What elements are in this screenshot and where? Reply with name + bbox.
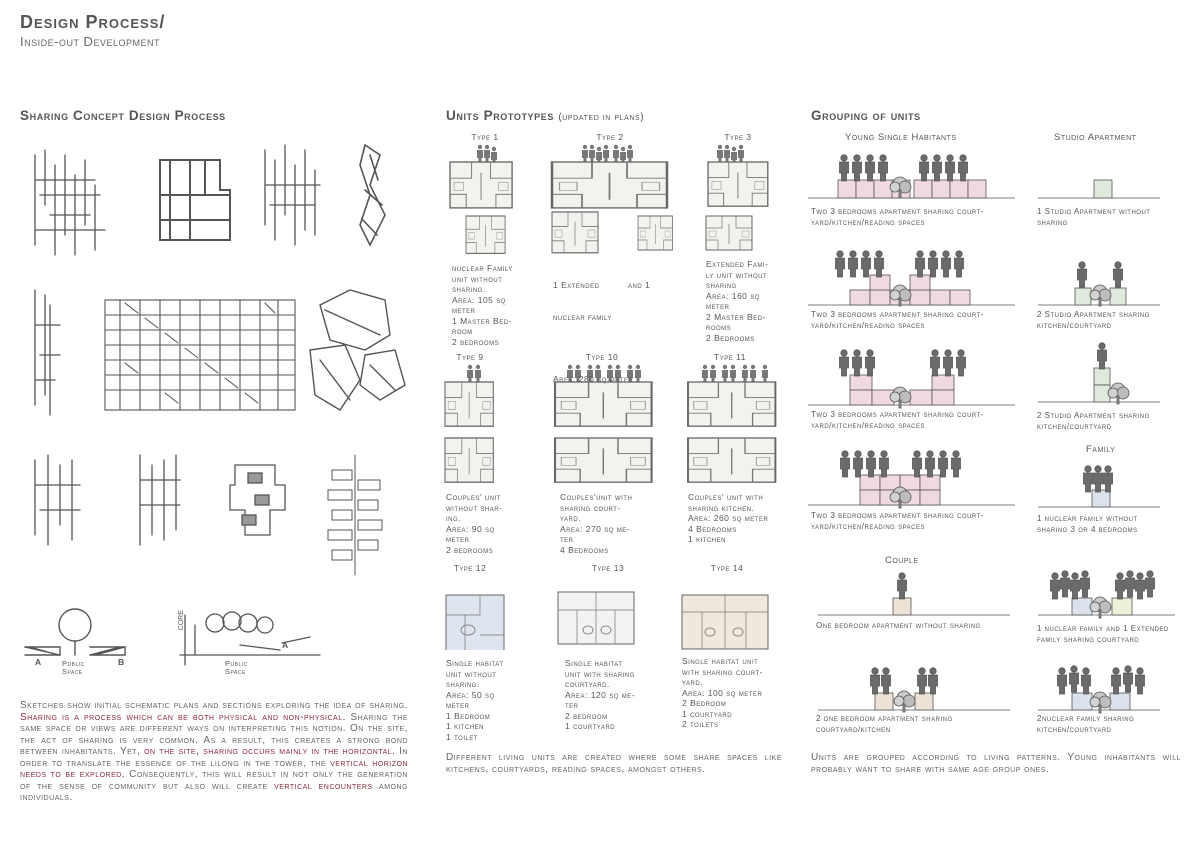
desc-line: nuclear Family bbox=[452, 263, 513, 273]
desc-line: sharing kitchen. bbox=[688, 502, 755, 513]
grouping-family-3 bbox=[1038, 666, 1160, 713]
type-13-description bbox=[565, 658, 665, 732]
caption-line: 2 one bedroom apartment sharing bbox=[816, 714, 953, 723]
young-singles-title: Young Single Habitants bbox=[845, 132, 957, 143]
type-2-plan bbox=[552, 162, 667, 208]
desc-line: sharing. bbox=[452, 284, 486, 294]
grouping-family-2 bbox=[1038, 571, 1175, 618]
paragraph-part: Consequently, this will result in not only the generation of the sense of community but also will create bbox=[20, 769, 408, 792]
grouping-young-3-caption bbox=[811, 410, 1021, 431]
desc-line: ter bbox=[560, 534, 574, 544]
desc-line: 2 bedroom bbox=[565, 710, 608, 721]
caption-line: 1 nuclear family without bbox=[1037, 514, 1138, 523]
desc-line: 2 Bedrooms bbox=[706, 332, 755, 343]
caption-line: yard/kitchen/reading spaces bbox=[811, 420, 925, 430]
caption-line: 2 Studio Apartment sharing bbox=[1037, 411, 1150, 420]
caption-line: Two 3 bedrooms apartment sharing court- bbox=[811, 410, 984, 419]
desc-line: unit without bbox=[446, 668, 497, 679]
section-sketch-public-space-1 bbox=[25, 609, 125, 655]
sketch-plan-2 bbox=[160, 160, 230, 240]
desc-line: ter bbox=[565, 700, 579, 710]
desc-line: rooms bbox=[706, 322, 732, 332]
caption-line: yard/kitchen/reading spaces bbox=[811, 521, 925, 531]
type-11-residents bbox=[702, 365, 768, 384]
sketch-plan-3 bbox=[265, 145, 320, 245]
grouping-couple-2 bbox=[818, 668, 1010, 712]
units-heading-note: (updated in plans) bbox=[558, 112, 645, 123]
units-heading bbox=[446, 108, 644, 123]
desc-line: Area: 160 sq bbox=[706, 290, 760, 301]
desc-line: Couples'unit with bbox=[560, 492, 633, 502]
desc-line: Single habitat bbox=[565, 658, 623, 668]
type-9-plan-upper bbox=[445, 382, 493, 426]
grouping-young-1 bbox=[808, 155, 1015, 198]
type-10-description bbox=[560, 492, 660, 555]
section-label-b: B bbox=[118, 657, 125, 667]
type-12-description bbox=[446, 658, 536, 742]
desc-line: Area: 280 sq meter bbox=[553, 374, 634, 384]
desc-line: Single habitat bbox=[446, 658, 504, 668]
grouping-couple-2-caption bbox=[816, 714, 1026, 735]
desc-line: 1 Bedroom bbox=[446, 710, 491, 721]
desc-line: 2 bedrooms bbox=[452, 336, 500, 347]
sketch-tower-11 bbox=[328, 455, 382, 575]
grouping-young-2 bbox=[808, 251, 1015, 306]
type-2-plan-lower-b bbox=[638, 216, 673, 250]
desc-line: with sharing court- bbox=[682, 666, 763, 677]
section-label-a-2: A bbox=[282, 640, 289, 650]
desc-line: 1 Extended and 1 bbox=[553, 280, 651, 290]
desc-line: meter bbox=[706, 301, 730, 311]
page-title: Design Process/ bbox=[20, 12, 166, 32]
studio-apartment-title: Studio Apartment bbox=[1054, 132, 1137, 143]
desc-line: 2 Master Bed- bbox=[706, 311, 766, 322]
family-title: Family bbox=[1086, 444, 1116, 455]
section-label-a-1: A bbox=[35, 657, 42, 667]
desc-line: Area: 260 sq meter bbox=[688, 513, 769, 523]
desc-line: Area: 270 sq me- bbox=[560, 523, 631, 534]
couple-title: Couple bbox=[885, 555, 919, 566]
desc-line: 2 Bedroom bbox=[682, 698, 727, 708]
type-2-plan-lower-a bbox=[552, 212, 598, 253]
desc-line: courtyard. bbox=[565, 679, 610, 689]
desc-line: 4 Bedrooms bbox=[688, 523, 737, 534]
desc-line: Area: 50 sq bbox=[446, 689, 495, 700]
grouping-caption: Units are grouped according to living patterns. Young inhabitants will probably want to share with same age group ones. bbox=[811, 752, 1181, 775]
grouping-studio-3-caption bbox=[1037, 411, 1187, 432]
sketch-plan-9 bbox=[140, 455, 180, 545]
desc-line: 1 courtyard bbox=[565, 721, 616, 731]
desc-line: 1 courtyard bbox=[682, 708, 733, 719]
desc-line: sharing bbox=[706, 280, 737, 290]
caption-line: yard/kitchen/reading spaces bbox=[811, 217, 925, 227]
type-10-label: Type 10 bbox=[585, 352, 619, 362]
sketch-block-grid-6 bbox=[105, 300, 295, 410]
type-11-plan-lower bbox=[688, 438, 775, 482]
grouping-family-2-caption bbox=[1037, 624, 1195, 645]
sketch-plan-8 bbox=[35, 455, 80, 545]
desc-line: ly unit without bbox=[706, 269, 768, 280]
desc-line: sharing court- bbox=[560, 502, 621, 513]
grouping-studio-2-caption bbox=[1037, 310, 1187, 331]
grouping-young-4-caption bbox=[811, 511, 1021, 532]
unit-plans-drawing bbox=[440, 140, 790, 650]
type-2-label: Type 2 bbox=[596, 132, 624, 142]
type-13-plan bbox=[558, 592, 634, 644]
sketch-plan-1 bbox=[35, 150, 105, 255]
type-11-description bbox=[688, 492, 788, 545]
paragraph-highlight: Sharing is a process which can be both physical and non-physical. bbox=[20, 711, 346, 723]
desc-line: Area: 105 sq bbox=[452, 294, 506, 305]
sharing-paragraph bbox=[20, 700, 408, 804]
desc-line: nuclear family bbox=[553, 311, 612, 322]
desc-line: 4 Bedrooms bbox=[560, 544, 609, 555]
desc-line: unit with sharing bbox=[565, 668, 635, 679]
type-1-plan bbox=[450, 162, 512, 208]
paragraph-highlight: vertical encounters bbox=[274, 780, 373, 792]
grouping-young-2-caption bbox=[811, 310, 1021, 331]
desc-line: 1 kitchen bbox=[446, 721, 484, 731]
paragraph-highlight: on the site, sharing occurs mainly in the horizontal. bbox=[144, 746, 396, 757]
sketch-scribble-4 bbox=[360, 145, 385, 245]
sketch-polygons-7 bbox=[310, 290, 405, 410]
grouping-young-3 bbox=[808, 350, 1015, 408]
grouping-family-1 bbox=[1038, 466, 1160, 507]
type-3-description bbox=[706, 259, 786, 343]
caption-line: 2nuclear family sharing bbox=[1037, 714, 1135, 723]
public-space-label-1: Public Space bbox=[62, 659, 85, 676]
type-1-label: Type 1 bbox=[471, 132, 499, 142]
caption-line: sharing bbox=[1037, 217, 1068, 227]
caption-line: sharing 3 or 4 bedrooms bbox=[1037, 524, 1138, 534]
desc-line: Extended Fami- bbox=[706, 259, 769, 269]
type-11-plan-upper bbox=[688, 382, 775, 426]
sketch-hatched-10 bbox=[230, 465, 285, 535]
desc-line: yard. bbox=[682, 677, 704, 687]
public-space-label-2: Public Space bbox=[225, 659, 248, 676]
sketches-area bbox=[20, 135, 410, 675]
caption-line: yard/kitchen/reading spaces bbox=[811, 320, 925, 330]
core-label: CORE bbox=[177, 610, 185, 631]
desc-line bbox=[553, 343, 673, 353]
type-10-plan-lower bbox=[555, 438, 652, 482]
type-9-residents bbox=[467, 365, 481, 384]
section-sketch-public-space-2 bbox=[180, 612, 320, 665]
paragraph-part: Sharing the same space or views are different ways on interpreting this notion. On the site, the act of sharing is very common. As a result, this creates a strong bond between inhabitants. Yet, bbox=[20, 711, 408, 757]
type-12-plan bbox=[446, 595, 504, 650]
type-9-plan-lower bbox=[445, 438, 493, 482]
grouping-young-1-caption bbox=[811, 207, 1021, 228]
caption-line: 1 Studio Apartment without bbox=[1037, 207, 1151, 216]
type-9-label: Type 9 bbox=[456, 352, 484, 362]
units-heading-text: Units Prototypes bbox=[446, 108, 554, 123]
sketch-plan-5 bbox=[35, 290, 60, 415]
caption-line: courtyard/kitchen bbox=[816, 724, 891, 734]
desc-line: meter bbox=[452, 305, 476, 315]
type-13-label: Type 13 bbox=[591, 563, 625, 573]
type-12-label: Type 12 bbox=[453, 563, 487, 573]
grouping-studio-1-caption bbox=[1037, 207, 1187, 228]
type-1-plan-lower bbox=[466, 216, 505, 253]
type-2-description bbox=[553, 259, 673, 395]
desc-line: unit without bbox=[452, 273, 503, 284]
caption-line: 1 nuclear family and 1 Extended bbox=[1037, 624, 1169, 633]
caption-line: Two 3 bedrooms apartment sharing court- bbox=[811, 511, 984, 520]
paragraph-part: In order to translate the essence of the lilong in the tower, the bbox=[20, 746, 408, 769]
grouping-diagrams bbox=[800, 140, 1195, 740]
desc-line: sharing. bbox=[446, 679, 480, 689]
desc-line: 2 bedrooms bbox=[446, 544, 494, 555]
paragraph-part: among individuals. bbox=[20, 780, 408, 803]
desc-line: 1 toilet bbox=[446, 731, 478, 742]
caption-line: kitchen/courtyard bbox=[1037, 320, 1112, 330]
grouping-studio-2 bbox=[1038, 262, 1160, 306]
desc-line: Single habitat unit bbox=[682, 656, 759, 666]
type-3-plan bbox=[708, 162, 768, 206]
type-14-plan bbox=[682, 595, 768, 649]
type-3-label: Type 3 bbox=[724, 132, 752, 142]
grouping-young-4 bbox=[808, 451, 1015, 508]
grouping-studio-1 bbox=[1038, 180, 1160, 198]
type-3-plan-lower bbox=[706, 216, 752, 250]
desc-line: meter bbox=[446, 534, 470, 544]
type-1-description bbox=[452, 263, 522, 347]
caption-line: kitchen/courtyard bbox=[1037, 421, 1112, 431]
page-subtitle: Inside-out Development bbox=[20, 34, 160, 49]
grouping-couple-1 bbox=[818, 573, 1010, 615]
desc-line: ing. bbox=[446, 513, 462, 523]
desc-line: Area: 120 sq me- bbox=[565, 689, 636, 700]
desc-line: yard. bbox=[560, 513, 582, 523]
type-11-label: Type 11 bbox=[714, 352, 746, 362]
type-14-description bbox=[682, 656, 782, 730]
desc-line: 1 Master Bed- bbox=[452, 315, 512, 326]
caption-line: One bedroom apartment without sharing bbox=[816, 621, 981, 630]
desc-line: room bbox=[452, 326, 473, 336]
grouping-family-1-caption bbox=[1037, 514, 1187, 535]
paragraph-highlight: vertical horizon needs to be explored. bbox=[20, 757, 408, 780]
sharing-heading: Sharing Concept Design Process bbox=[20, 108, 226, 123]
desc-line: Area: 90 sq bbox=[446, 523, 495, 534]
desc-line: 1 kitchen bbox=[688, 534, 726, 544]
desc-line: Couples' unit with bbox=[688, 492, 764, 502]
caption-line: kitchen/courtyard bbox=[1037, 724, 1112, 734]
caption-line: 2 Studio Apartment sharing bbox=[1037, 310, 1150, 319]
grouping-family-3-caption bbox=[1037, 714, 1187, 735]
desc-line: without shar- bbox=[446, 502, 503, 513]
type-9-description bbox=[446, 492, 526, 555]
units-caption: Different living units are created where some share spaces like kitchens, courtyards, reading spaces, amongst others. bbox=[446, 752, 782, 775]
caption-line: Two 3 bedrooms apartment sharing court- bbox=[811, 310, 984, 319]
desc-line: 2 toilets bbox=[682, 719, 719, 729]
desc-line: Couples' unit bbox=[446, 492, 501, 502]
grouping-heading: Grouping of units bbox=[811, 108, 921, 123]
type-14-label: Type 14 bbox=[710, 563, 744, 573]
desc-line: meter bbox=[446, 700, 470, 710]
desc-line: Area: 100 sq meter bbox=[682, 687, 763, 698]
grouping-studio-3 bbox=[1038, 343, 1160, 404]
caption-line: Two 3 bedrooms apartment sharing court- bbox=[811, 207, 984, 216]
paragraph-part: Sketches show initial schematic plans and sections exploring the idea of sharing. bbox=[20, 700, 408, 711]
grouping-couple-1-caption bbox=[816, 621, 1026, 632]
caption-line: family sharing courtyard bbox=[1037, 634, 1140, 644]
